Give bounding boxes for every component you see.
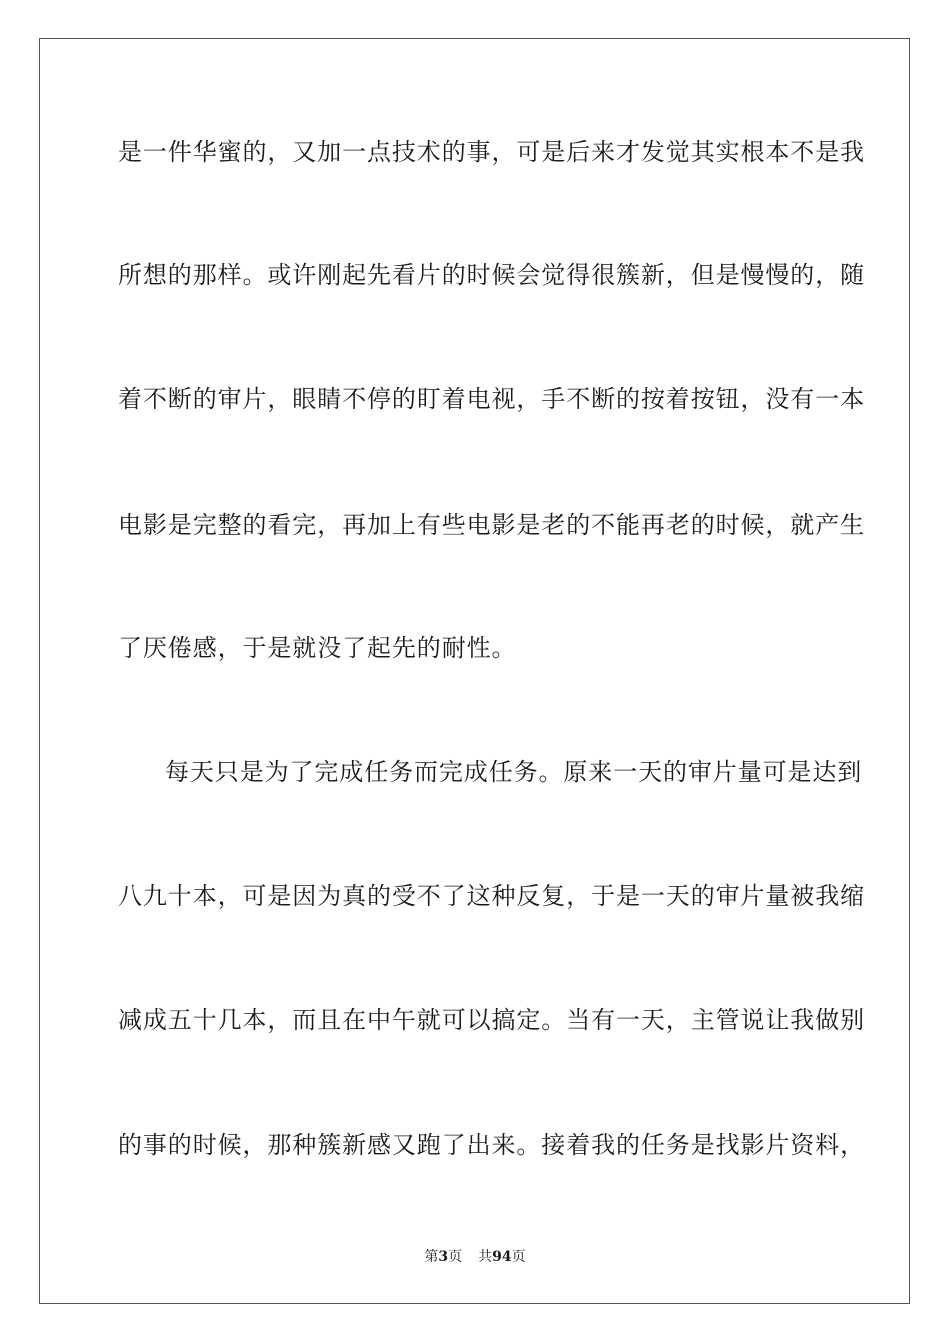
text-line: 是一件华蜜的，又加一点技术的事，可是后来才发觉其实根本不是我 [118,138,865,166]
page-number: 3 [438,1249,449,1265]
total-pages: 94 [492,1249,512,1265]
page-footer [0,1248,950,1266]
text-line: 的事的时候，那种簇新感又跑了出来。接着我的任务是找影片资料， [118,1131,865,1159]
total-suffix: 页 [511,1249,526,1265]
page-suffix: 页 [448,1249,463,1265]
total-prefix: 共 [478,1249,493,1265]
paragraph-first-line: 每天只是为了完成任务而完成任务。原来一天的审片量可是达到 [165,758,863,786]
page-border [39,38,910,1304]
text-line: 减成五十几本，而且在中午就可以搞定。当有一天，主管说让我做别 [118,1006,865,1034]
text-line: 所想的那样。或许刚起先看片的时候会觉得很簇新，但是慢慢的，随 [118,261,865,289]
text-line: 八九十本，可是因为真的受不了这种反复，于是一天的审片量被我缩 [118,882,865,910]
text-line: 着不断的审片，眼睛不停的盯着电视，手不断的按着按钮，没有一本 [118,385,865,413]
text-line: 了厌倦感，于是就没了起先的耐性。 [118,634,517,662]
page-prefix: 第 [424,1249,439,1265]
text-line: 电影是完整的看完，再加上有些电影是老的不能再老的时候，就产生 [118,511,865,539]
